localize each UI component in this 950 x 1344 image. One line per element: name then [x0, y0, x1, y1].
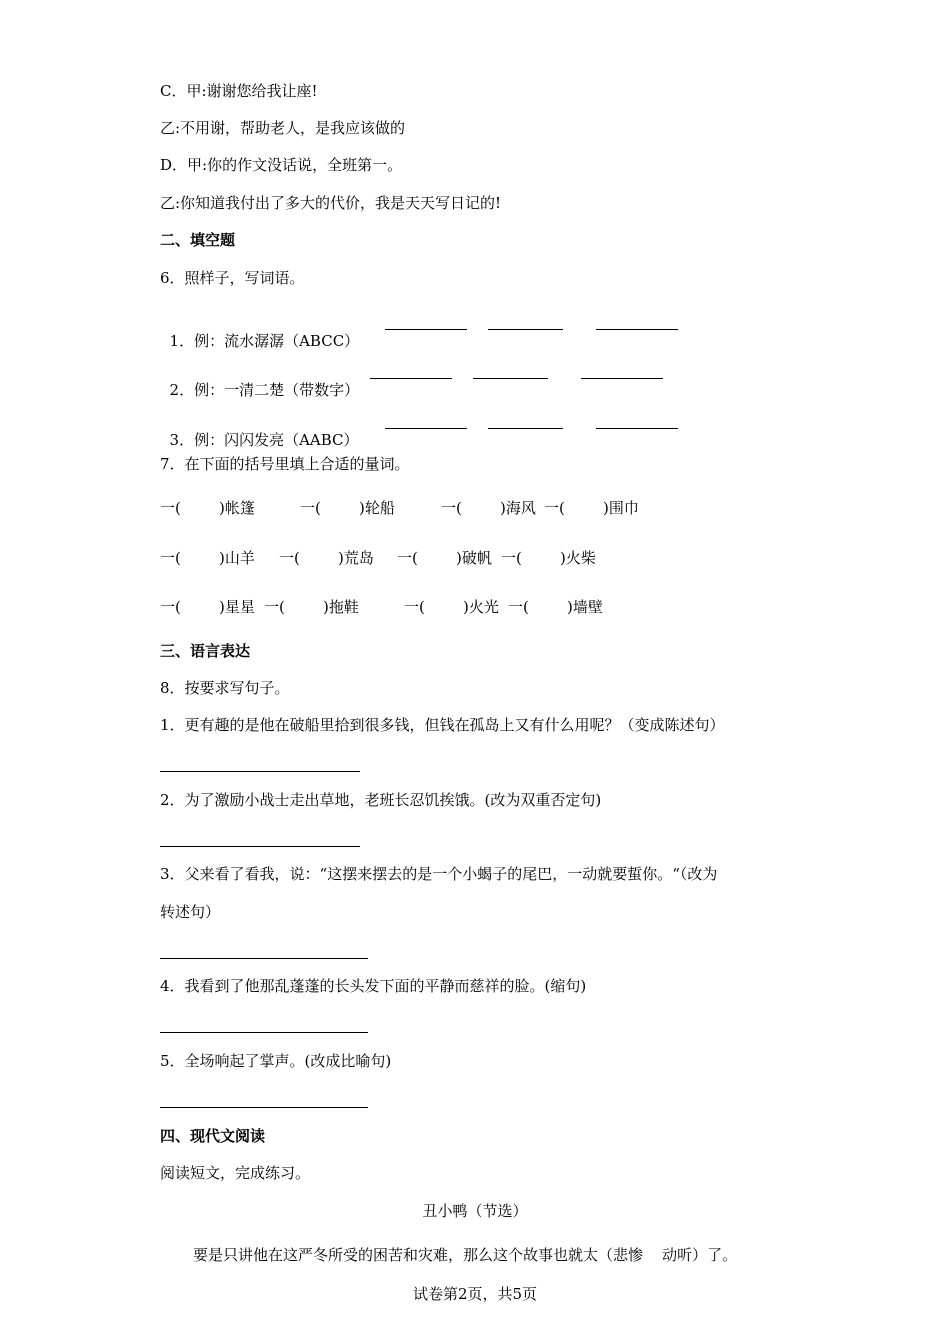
- q8-sentence-2: 2．为了激励小战士走出草地，老班长忍饥挨饿。(改为双重否定句): [160, 791, 602, 809]
- passage-title: 丑小鸭（节选）: [422, 1202, 528, 1220]
- q6-item-2: [160, 360, 359, 400]
- q6-prompt: 6．照样子，写词语。: [160, 269, 305, 287]
- q6-2-blank-2[interactable]: [473, 378, 548, 379]
- option-c-line2: 乙:不用谢，帮助老人，是我应该做的: [160, 119, 406, 137]
- q7-r2-c3[interactable]: 一( )破帆: [397, 549, 492, 567]
- q8-answer-4[interactable]: [160, 1032, 368, 1033]
- q8-prompt: 8．按要求写句子。: [160, 679, 290, 697]
- section-4-heading: 四、现代文阅读: [160, 1127, 266, 1145]
- q7-r1-c3[interactable]: 一( )海风: [441, 499, 536, 517]
- option-c-line1: C．甲:谢谢您给我让座!: [160, 82, 318, 100]
- q8-answer-1[interactable]: [160, 771, 360, 772]
- section-3-heading: 三、语言表达: [160, 642, 251, 660]
- page-footer: 试卷第2页，共5页: [412, 1285, 538, 1303]
- q7-r3-c2[interactable]: 一( )拖鞋: [264, 598, 359, 616]
- q7-r3-c3[interactable]: 一( )火光: [404, 598, 499, 616]
- q6-2-blank-1[interactable]: [370, 378, 452, 379]
- section-2-heading: 二、填空题: [160, 231, 236, 249]
- q7-r3-c4[interactable]: 一( )墙壁: [508, 598, 603, 616]
- q7-r3-c1[interactable]: 一( )星星: [160, 598, 255, 616]
- q6-1-blank-3[interactable]: [596, 329, 678, 330]
- q8-answer-5[interactable]: [160, 1107, 368, 1108]
- q7-r2-c1[interactable]: 一( )山羊: [160, 549, 255, 567]
- q6-item-3: [160, 410, 359, 450]
- option-d-line1: D．甲:你的作文没话说，全班第一。: [160, 156, 403, 174]
- q6-2-blank-3[interactable]: [581, 378, 663, 379]
- passage-paragraph-1: 要是只讲他在这严冬所受的困苦和灾难，那么这个故事也就太（悲惨 动听）了。: [193, 1246, 738, 1264]
- q6-1-blank-1[interactable]: [385, 329, 467, 330]
- q7-r2-c4[interactable]: 一( )火柴: [501, 549, 596, 567]
- q6-3-blank-2[interactable]: [488, 428, 563, 429]
- q7-prompt: 7．在下面的括号里填上合适的量词。: [160, 455, 410, 473]
- q7-r1-c4[interactable]: 一( )围巾: [544, 499, 639, 517]
- q8-answer-2[interactable]: [160, 846, 360, 847]
- q8-sentence-3a: 3．父来看了看我，说：“这摆来摆去的是一个小蝎子的尾巴，一动就要蜇你。“（改为: [160, 865, 718, 883]
- q7-r2-c2[interactable]: 一( )荒岛: [279, 549, 374, 567]
- q7-r1-c2[interactable]: 一( )轮船: [300, 499, 395, 517]
- q7-r1-c1[interactable]: 一( )帐篷: [160, 499, 255, 517]
- q6-item-3-label: 3．例：闪闪发亮（AABC）: [169, 431, 359, 449]
- q6-3-blank-1[interactable]: [385, 428, 467, 429]
- q6-item-1-label: 1．例：流水潺潺（ABCC）: [169, 332, 360, 350]
- q6-3-blank-3[interactable]: [596, 428, 678, 429]
- q8-answer-3[interactable]: [160, 958, 368, 959]
- q8-sentence-1: 1．更有趣的是他在破船里拾到很多钱，但钱在孤岛上又有什么用呢？（变成陈述句）: [160, 716, 725, 734]
- reading-intro: 阅读短文，完成练习。: [160, 1164, 311, 1182]
- q6-1-blank-2[interactable]: [488, 329, 563, 330]
- q6-item-1: [160, 311, 359, 351]
- option-d-line2: 乙:你知道我付出了多大的代价，我是天天写日记的!: [160, 194, 502, 212]
- q8-sentence-5: 5．全场响起了掌声。(改成比喻句): [160, 1052, 392, 1070]
- q6-item-2-label: 2．例：一清二楚（带数字）: [169, 381, 360, 399]
- q8-sentence-4: 4．我看到了他那乱蓬蓬的长头发下面的平静而慈祥的脸。(缩句): [160, 977, 587, 995]
- q8-sentence-3b: 转述句）: [160, 903, 221, 921]
